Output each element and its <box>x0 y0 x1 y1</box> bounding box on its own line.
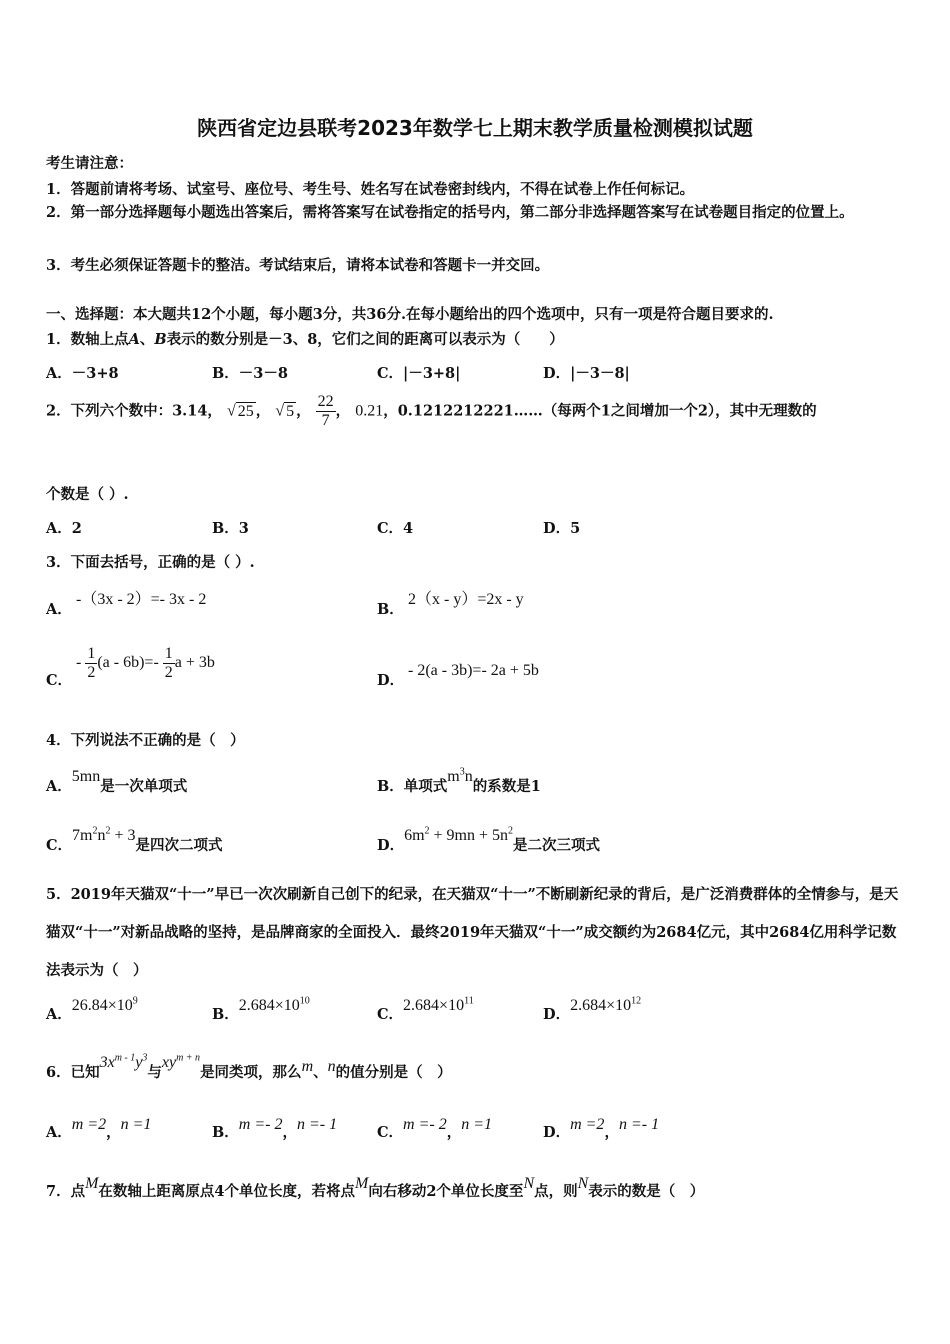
section-heading: 一、选择题：本大题共12个小题，每小题3分，共36分.在每小题给出的四个选项中，只有一项是符合题目要求的. <box>46 306 774 323</box>
q5-d-base: 2.684×10 <box>570 997 632 1014</box>
q4-option-a <box>46 768 188 796</box>
q5-a-label: A． <box>46 1006 72 1023</box>
q5-d-exp: 12 <box>631 995 642 1007</box>
q4-a-math: 5mn <box>71 768 101 785</box>
d-e2: 2 <box>508 825 514 837</box>
sqrt-25: √ 25 <box>226 402 254 420</box>
q6-option-a <box>46 1116 152 1142</box>
q6-b-label: B． <box>212 1124 239 1141</box>
q6-d-m: m =2 <box>570 1116 605 1133</box>
q7-pre: 7．点 <box>46 1183 86 1200</box>
frac-num: 22 <box>317 393 334 410</box>
q5-b-base: 2.684×10 <box>238 997 300 1014</box>
d-e1: 2 <box>424 825 430 837</box>
q6-mid: 是同类项，那么 <box>200 1064 302 1081</box>
q5-c-base: 2.684×10 <box>403 997 465 1014</box>
q4-d-label: D． <box>377 837 405 854</box>
q7-t3: 点，则 <box>534 1183 578 1200</box>
q2-continuation: 个数是（ ）. <box>46 486 129 503</box>
q2-option-a: A．2 <box>46 520 82 537</box>
q6-option-d <box>543 1116 660 1142</box>
q4-c-text: 是四次二项式 <box>135 837 223 854</box>
q4-b-label: B．单项式 <box>377 778 448 795</box>
q7-M-1: M <box>85 1175 99 1192</box>
q4-b-math <box>447 768 472 785</box>
fraction-22-7 <box>316 393 336 430</box>
q7-M-2: M <box>355 1175 369 1192</box>
c-e2: 2 <box>105 825 111 837</box>
q5-option-d <box>543 995 642 1024</box>
q5-d-label: D． <box>543 1006 571 1023</box>
q3-option-b-label: B． <box>377 601 404 618</box>
q6-term-2 <box>162 1054 200 1071</box>
q3-option-c <box>76 645 215 682</box>
q3-option-b: 2（x - y）=2x - y <box>408 591 524 608</box>
q4-a-text: 是一次单项式 <box>100 778 188 795</box>
q3-option-d-label: D． <box>377 672 405 689</box>
c-n: n <box>97 827 106 844</box>
q2-option-c: C．4 <box>377 520 414 537</box>
q7-t4: 表示的数是（ ） <box>588 1183 705 1200</box>
c-frac-1 <box>85 645 97 682</box>
sqrt-25-radicand: 25 <box>237 402 254 420</box>
c-7m: 7m <box>72 827 93 844</box>
q1-point-a: A <box>128 331 140 348</box>
notice-heading: 考生请注意： <box>46 155 133 172</box>
q1-option-a: A．－3+8 <box>46 365 119 382</box>
q6-with: 与 <box>147 1064 162 1081</box>
q1-point-b: B <box>154 331 167 348</box>
q6-n: n <box>327 1058 336 1075</box>
q1-option-c: C．|－3+8| <box>377 365 461 382</box>
q5-option-a <box>46 995 138 1024</box>
q4-option-d <box>377 825 601 855</box>
q7-N-1: N <box>523 1175 535 1192</box>
q6-d-comma: ， <box>604 1124 619 1141</box>
q6-d-label: D． <box>543 1124 571 1141</box>
q4-c-label: C． <box>46 837 73 854</box>
q6-b-m: m =- 2 <box>238 1116 283 1133</box>
q6-d-n: n =- 1 <box>618 1116 660 1133</box>
q5-b-exp: 10 <box>299 995 310 1007</box>
c-e1: 2 <box>92 825 98 837</box>
q2-tail: ，0.1212212221……（每两个1之间增加一个2），其中无理数的 <box>383 402 817 420</box>
q6-c-n: n =1 <box>461 1116 493 1133</box>
q1-text: 1．数轴上点 <box>46 331 129 348</box>
question-4-stem: 4．下列说法不正确的是（ ） <box>46 732 245 749</box>
notice-item-1: 1．答题前请将考场、试室号、座位号、考生号、姓名写在试卷密封线内，不得在试卷上作任何标记。 <box>46 181 695 198</box>
q6-c-label: C． <box>377 1124 404 1141</box>
notice-item-3: 3．考生必须保证答题卡的整洁。考试结束后，请将本试卷和答题卡一并交回。 <box>46 257 550 274</box>
q1-option-b: B．－3－8 <box>212 365 288 382</box>
q1-sep: 、 <box>139 331 155 348</box>
c-tail: + 3 <box>114 827 136 844</box>
q3-option-d: - 2(a - 3b)=- 2a + 5b <box>408 662 539 679</box>
q4-option-c <box>46 825 223 855</box>
b-m: m <box>447 768 460 785</box>
question-7-stem <box>46 1175 906 1201</box>
q6-b-comma: ， <box>282 1124 297 1141</box>
q6-pre: 6．已知 <box>46 1064 100 1081</box>
q3-option-a-label: A． <box>46 601 72 618</box>
q2-option-d: D．5 <box>543 520 581 537</box>
repeating-decimal: 0.21 <box>355 402 384 420</box>
q5-c-exp: 11 <box>464 995 474 1007</box>
q6-t1e: m - 1 <box>114 1052 136 1064</box>
frac-den: 7 <box>321 412 330 429</box>
q3-option-a: -（3x - 2）=- 3x - 2 <box>76 591 207 608</box>
sqrt-5-radicand: 5 <box>286 402 295 420</box>
q6-option-c <box>377 1116 493 1142</box>
c-num-2: 1 <box>164 645 173 662</box>
q4-c-math <box>72 827 135 844</box>
b-exp: 3 <box>459 766 465 778</box>
q6-a-comma: ， <box>106 1124 121 1141</box>
q4-b-text: 的系数是1 <box>472 778 541 795</box>
q6-t2: xy <box>161 1054 177 1071</box>
c-num-1: 1 <box>87 645 96 662</box>
q6-post: 的值分别是（ ） <box>335 1064 452 1081</box>
question-6-stem <box>46 1052 906 1082</box>
q7-t2: 向右移动2个单位长度至 <box>368 1183 524 1200</box>
d-mid: + 9mn + 5n <box>433 827 509 844</box>
q5-a-exp: 9 <box>132 995 138 1007</box>
question-1-stem <box>46 328 906 349</box>
q6-a-n: n =1 <box>120 1116 152 1133</box>
q1-option-d: D．|－3－8| <box>543 365 630 382</box>
q6-a-label: A． <box>46 1124 72 1141</box>
q6-t1: 3x <box>99 1054 115 1071</box>
q4-d-text: 是二次三项式 <box>513 837 601 854</box>
question-3-stem: 3．下面去括号，正确的是（ ）. <box>46 554 255 571</box>
q5-d-math <box>570 997 641 1014</box>
q6-b-n: n =- 1 <box>296 1116 338 1133</box>
q3-option-c-label: C． <box>46 672 73 689</box>
d-6m: 6m <box>404 827 425 844</box>
q6-m: m <box>301 1058 314 1075</box>
q2-option-b: B．3 <box>212 520 249 537</box>
q7-N-2: N <box>577 1175 589 1192</box>
c-minus: - <box>76 654 82 672</box>
q5-a-base: 26.84×10 <box>71 997 133 1014</box>
q6-option-b <box>212 1116 338 1142</box>
q6-c-m: m =- 2 <box>403 1116 447 1133</box>
q5-c-label: C． <box>377 1006 404 1023</box>
q6-t1ye: 3 <box>142 1052 148 1064</box>
sqrt-5: √ 5 <box>275 402 295 420</box>
q6-t2e: m + n <box>176 1052 201 1064</box>
q4-d-math <box>404 827 513 844</box>
q5-option-c <box>377 995 474 1024</box>
page-title: 陕西省定边县联考2023年数学七上期末教学质量检测模拟试题 <box>197 116 753 140</box>
q1-text-2: 表示的数分别是－3、8，它们之间的距离可以表示为（ ） <box>166 331 564 348</box>
c-den-2: 2 <box>164 664 173 681</box>
q6-term-1 <box>100 1054 148 1071</box>
q4-option-b <box>377 766 541 796</box>
q6-t1y: y <box>135 1054 143 1071</box>
q5-a-math <box>72 997 138 1014</box>
q5-b-label: B． <box>212 1006 239 1023</box>
q4-a-label: A． <box>46 778 72 795</box>
q5-b-math <box>239 997 310 1014</box>
question-5-stem: 5．2019年天猫双“十一”早已一次次刷新自己创下的纪录，在天猫双“十一”不断刷新纪录的背后，是广泛消费群体的全情参与，是天猫双“十一”对新品战略的坚持，是品牌商家的全面投入．最终2019年天猫双“十一”成交额约为2684亿元，其中2684亿用科学记数法表示为（ ） <box>46 886 899 979</box>
notice-item-2: 2．第一部分选择题每小题选出答案后，需将答案写在试卷指定的括号内，第二部分非选择题答案写在试卷题目指定的位置上。 <box>46 204 854 221</box>
c-frac-2 <box>163 645 175 682</box>
c-den-1: 2 <box>87 664 96 681</box>
c-mid: (a - 6b)=- <box>97 654 159 672</box>
q5-option-b <box>212 995 310 1024</box>
q7-t1: 在数轴上距离原点4个单位长度，若将点 <box>98 1183 356 1200</box>
q2-lead: 2．下列六个数中：3.14， <box>46 402 222 420</box>
c-post: a + 3b <box>174 654 215 672</box>
b-n: n <box>464 768 473 785</box>
q6-a-m: m =2 <box>71 1116 107 1133</box>
question-2-stem: 2．下列六个数中：3.14， √ 25 ， √ 5 ， $\frac{22}{7}$ ， 0.21，0.1212212221……（每两个1之间增加一个2），其中无理数的 <box>46 393 817 429</box>
q6-c-comma: ， <box>446 1124 462 1141</box>
q5-c-math <box>403 997 474 1014</box>
q6-sep: 、 <box>313 1064 328 1081</box>
